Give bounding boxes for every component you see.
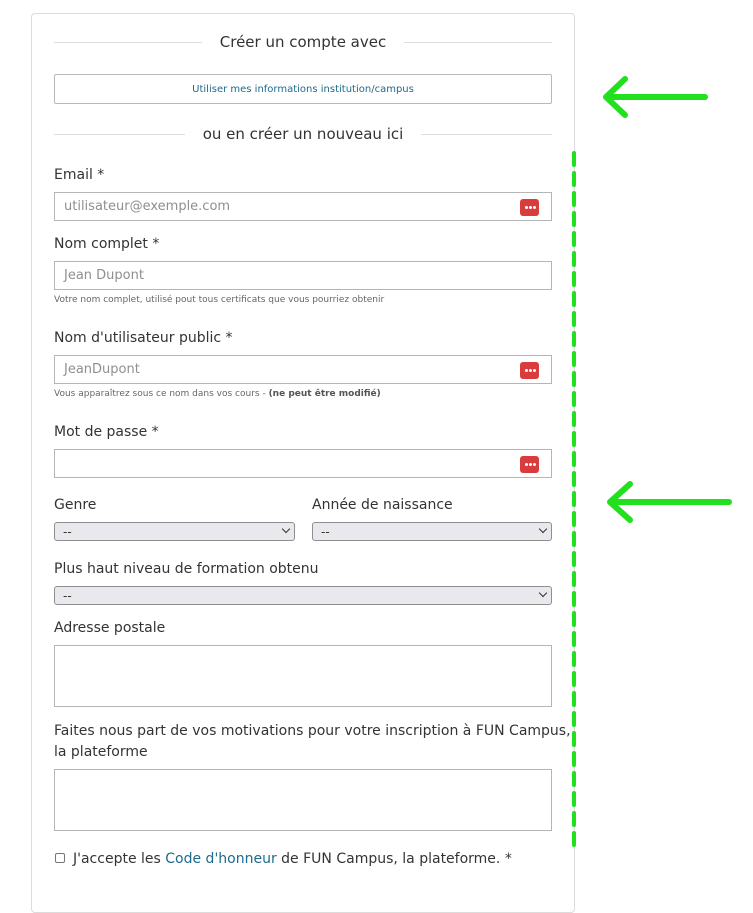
- username-placeholder: JeanDupont: [64, 362, 140, 377]
- username-help-bold: (ne peut être modifié): [268, 389, 381, 399]
- address-textarea[interactable]: [54, 645, 552, 707]
- email-placeholder: utilisateur@exemple.com: [64, 199, 231, 214]
- fullname-placeholder: Jean Dupont: [64, 268, 144, 283]
- gender-select[interactable]: [54, 522, 295, 541]
- fullname-help: Votre nom complet, utilisé pout tous certificats que vous pourriez obtenir: [54, 295, 385, 305]
- or-create-divider: [54, 124, 552, 144]
- honor-prefix: J'accepte les: [73, 851, 166, 867]
- address-label: Adresse postale: [54, 620, 166, 636]
- birth-year-selected: --: [321, 524, 330, 539]
- campus-login-button[interactable]: Utiliser mes informations institution/campus: [54, 74, 552, 104]
- honor-code-label: [73, 851, 512, 867]
- username-field[interactable]: [54, 355, 552, 384]
- create-with-divider: [54, 32, 552, 52]
- chevron-down-icon: [539, 589, 547, 597]
- password-manager-icon[interactable]: [520, 362, 539, 379]
- education-select[interactable]: [54, 586, 552, 605]
- username-help-text: Vous apparaîtrez sous ce nom dans vos cours -: [54, 389, 269, 399]
- motivation-label-line2: la plateforme: [54, 744, 148, 760]
- arrow-left-icon: [606, 79, 705, 115]
- password-manager-icon[interactable]: [520, 199, 539, 216]
- email-field[interactable]: [54, 192, 552, 221]
- arrow-left-icon: [610, 484, 729, 520]
- email-label: Email *: [54, 167, 105, 183]
- password-label: Mot de passe *: [54, 424, 159, 440]
- honor-code-link[interactable]: Code d'honneur: [165, 851, 277, 867]
- chevron-down-icon: [539, 525, 547, 533]
- password-manager-icon[interactable]: [520, 456, 539, 473]
- username-help: [54, 389, 381, 399]
- password-field[interactable]: [54, 449, 552, 478]
- education-label: Plus haut niveau de formation obtenu: [54, 561, 319, 577]
- gender-label: Genre: [54, 497, 97, 513]
- education-selected: --: [63, 588, 72, 603]
- honor-code-checkbox[interactable]: [55, 853, 65, 863]
- fullname-label: Nom complet *: [54, 236, 160, 252]
- or-create-heading: ou en créer un nouveau ici: [202, 125, 404, 143]
- birth-year-label: Année de naissance: [312, 497, 453, 513]
- username-label: Nom d'utilisateur public *: [54, 330, 233, 346]
- honor-suffix: de FUN Campus, la plateforme. *: [276, 851, 512, 867]
- motivation-label-line1: Faites nous part de vos motivations pour votre inscription à FUN Campus,: [54, 723, 571, 739]
- create-with-heading: Créer un compte avec: [219, 33, 387, 51]
- fullname-field[interactable]: [54, 261, 552, 290]
- motivation-textarea[interactable]: [54, 769, 552, 831]
- birth-year-select[interactable]: [312, 522, 552, 541]
- chevron-down-icon: [282, 525, 290, 533]
- gender-selected: --: [63, 524, 72, 539]
